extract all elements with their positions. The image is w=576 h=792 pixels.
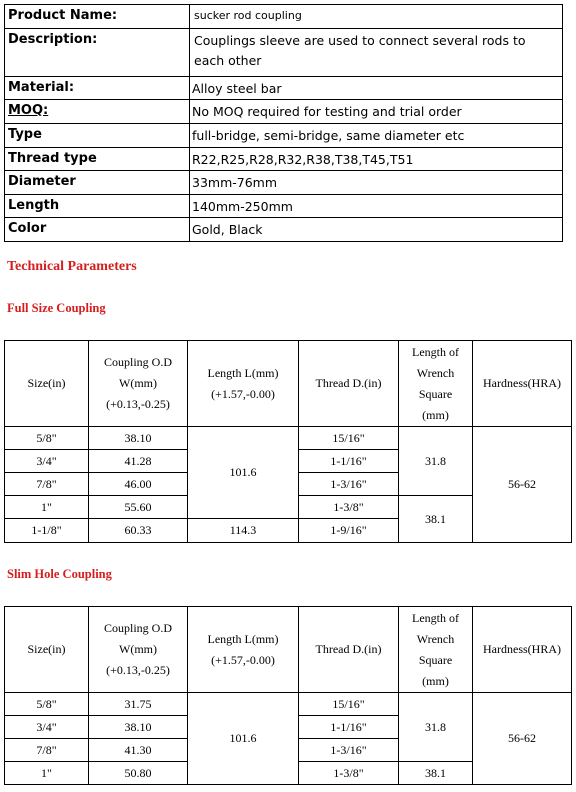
technical-parameters-heading: Technical Parameters: [7, 259, 137, 274]
cell-size: 3/4": [5, 450, 89, 473]
cell-thread: 15/16": [299, 693, 399, 716]
spec-value: full-bridge, semi-bridge, same diameter etc: [190, 124, 563, 148]
cell-size: 7/8": [5, 739, 89, 762]
cell-length: 114.3: [188, 519, 299, 543]
cell-wrench-merged: 31.8: [399, 693, 473, 762]
cell-od: 38.10: [89, 427, 188, 450]
cell-thread: 15/16": [299, 427, 399, 450]
spec-row-diameter: [5, 171, 563, 195]
cell-length-merged: 101.6: [188, 693, 299, 785]
header-thread: Thread D.(in): [299, 341, 399, 427]
cell-wrench-merged: 38.1: [399, 496, 473, 543]
cell-size: 3/4": [5, 716, 89, 739]
cell-size: 5/8": [5, 693, 89, 716]
table-row: [5, 427, 572, 450]
spec-value: 33mm-76mm: [190, 171, 563, 195]
header-length: Length L(mm) (+1.57,-0.00): [188, 341, 299, 427]
spec-label: Product Name:: [5, 5, 190, 29]
spec-value: Couplings sleeve are used to connect several rods to each other: [190, 29, 563, 77]
spec-value: R22,R25,R28,R32,R38,T38,T45,T51: [190, 148, 563, 171]
cell-od: 60.33: [89, 519, 188, 543]
cell-hardness-merged: 56-62: [473, 693, 572, 785]
cell-thread: 1-1/16": [299, 716, 399, 739]
spec-row-type: [5, 124, 563, 148]
cell-od: 38.10: [89, 716, 188, 739]
cell-thread: 1-3/16": [299, 473, 399, 496]
cell-od: 55.60: [89, 496, 188, 519]
header-size: Size(in): [5, 607, 89, 693]
spec-value: 140mm-250mm: [190, 195, 563, 218]
header-coupling-od: Coupling O.D W(mm) (+0.13,-0.25): [89, 341, 188, 427]
spec-value: Alloy steel bar: [190, 77, 563, 100]
spec-label: Thread type: [5, 148, 190, 171]
cell-od: 41.30: [89, 739, 188, 762]
spec-value: Gold, Black: [190, 218, 563, 242]
cell-hardness-merged: 56-62: [473, 427, 572, 543]
header-wrench-square: Length of Wrench Square (mm): [399, 341, 473, 427]
cell-size: 1": [5, 762, 89, 785]
spec-label: Diameter: [5, 171, 190, 195]
cell-od: 41.28: [89, 450, 188, 473]
cell-thread: 1-3/16": [299, 739, 399, 762]
cell-size: 1": [5, 496, 89, 519]
cell-wrench: 38.1: [399, 762, 473, 785]
spec-label: Type: [5, 124, 190, 148]
header-hardness: Hardness(HRA): [473, 607, 572, 693]
table-header-row: [5, 607, 572, 693]
cell-od: 46.00: [89, 473, 188, 496]
cell-thread: 1-9/16": [299, 519, 399, 543]
header-length: Length L(mm) (+1.57,-0.00): [188, 607, 299, 693]
spec-label: Description:: [5, 29, 190, 77]
header-size: Size(in): [5, 341, 89, 427]
product-spec-table: [4, 4, 563, 242]
full-size-coupling-table: [4, 340, 572, 543]
spec-row-thread-type: [5, 148, 563, 171]
header-thread: Thread D.(in): [299, 607, 399, 693]
slim-hole-coupling-table: [4, 606, 572, 785]
table-header-row: [5, 341, 572, 427]
spec-label: Material:: [5, 77, 190, 100]
header-hardness: Hardness(HRA): [473, 341, 572, 427]
cell-length-merged: 101.6: [188, 427, 299, 519]
table-row: [5, 693, 572, 716]
spec-row-description: [5, 29, 563, 77]
spec-row-product-name: [5, 5, 563, 29]
header-coupling-od: Coupling O.D W(mm) (+0.13,-0.25): [89, 607, 188, 693]
cell-od: 31.75: [89, 693, 188, 716]
header-wrench-square: Length of Wrench Square (mm): [399, 607, 473, 693]
spec-row-color: [5, 218, 563, 242]
slim-hole-coupling-heading: Slim Hole Coupling: [7, 567, 112, 581]
spec-value: No MOQ required for testing and trial order: [190, 100, 563, 124]
cell-od: 50.80: [89, 762, 188, 785]
spec-label: Length: [5, 195, 190, 218]
spec-row-length: [5, 195, 563, 218]
cell-wrench-merged: 31.8: [399, 427, 473, 496]
cell-thread: 1-1/16": [299, 450, 399, 473]
spec-label: MOQ:: [5, 100, 190, 124]
cell-size: 5/8": [5, 427, 89, 450]
spec-row-material: [5, 77, 563, 100]
cell-thread: 1-3/8": [299, 496, 399, 519]
spec-row-moq: [5, 100, 563, 124]
spec-label: Color: [5, 218, 190, 242]
cell-size: 1-1/8": [5, 519, 89, 543]
cell-size: 7/8": [5, 473, 89, 496]
spec-value: sucker rod coupling: [190, 5, 563, 29]
cell-thread: 1-3/8": [299, 762, 399, 785]
full-size-coupling-heading: Full Size Coupling: [7, 301, 106, 315]
